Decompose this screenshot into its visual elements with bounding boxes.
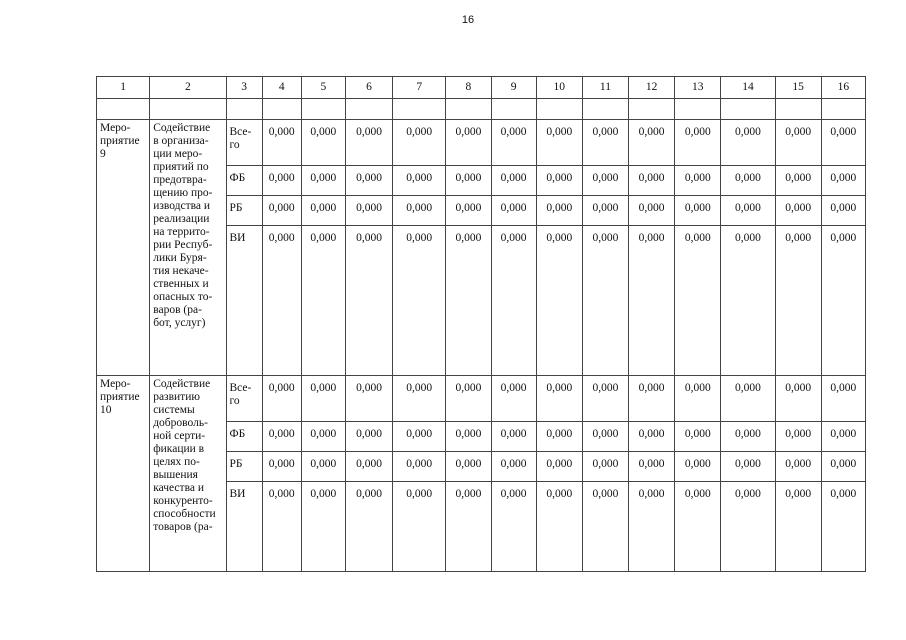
- table-row: [97, 120, 866, 166]
- text-line: ФБ: [229, 172, 246, 184]
- value-cell: 0,000: [345, 422, 392, 452]
- value-cell: 0,000: [775, 226, 821, 376]
- value-cell: 0,000: [491, 452, 536, 482]
- empty-cell: [491, 99, 536, 120]
- value-cell: 0,000: [262, 120, 301, 166]
- empty-cell: [582, 99, 628, 120]
- funding-source: [226, 422, 262, 452]
- empty-row: [97, 99, 866, 120]
- value-cell: 0,000: [629, 422, 675, 452]
- value-cell: 0,000: [821, 422, 865, 452]
- value-cell: 0,000: [393, 226, 446, 376]
- empty-cell: [97, 99, 150, 120]
- text-line: Содействие: [153, 378, 211, 390]
- activity-label: [97, 120, 150, 376]
- value-cell: 0,000: [345, 166, 392, 196]
- value-cell: 0,000: [491, 120, 536, 166]
- value-cell: 0,000: [582, 422, 628, 452]
- text-line: Содействие: [153, 122, 211, 134]
- value-cell: 0,000: [721, 166, 775, 196]
- text-line: конкуренто-: [153, 495, 213, 507]
- value-cell: 0,000: [775, 196, 821, 226]
- value-cell: 0,000: [446, 226, 491, 376]
- value-cell: 0,000: [675, 196, 721, 226]
- column-number-header: 13: [675, 77, 721, 99]
- value-cell: 0,000: [536, 376, 582, 422]
- value-cell: 0,000: [629, 120, 675, 166]
- value-cell: 0,000: [536, 226, 582, 376]
- value-cell: 0,000: [262, 196, 301, 226]
- text-line: качества и: [153, 482, 204, 494]
- value-cell: 0,000: [262, 422, 301, 452]
- text-line: товаров (ра-: [153, 521, 213, 533]
- value-cell: 0,000: [393, 120, 446, 166]
- column-number-header: 2: [150, 77, 226, 99]
- value-cell: 0,000: [446, 452, 491, 482]
- value-cell: 0,000: [629, 482, 675, 572]
- column-number-header: 15: [775, 77, 821, 99]
- value-cell: 0,000: [301, 482, 345, 572]
- text-line: изводства и: [153, 200, 211, 212]
- text-line: реализации: [153, 213, 210, 225]
- value-cell: 0,000: [582, 120, 628, 166]
- text-line: приятие: [100, 391, 140, 403]
- value-cell: 0,000: [446, 422, 491, 452]
- value-cell: 0,000: [629, 452, 675, 482]
- value-cell: 0,000: [393, 196, 446, 226]
- text-line: го: [229, 139, 240, 151]
- value-cell: 0,000: [446, 376, 491, 422]
- text-line: Меро-: [100, 378, 131, 390]
- value-cell: 0,000: [629, 166, 675, 196]
- header-row: [97, 77, 866, 99]
- value-cell: 0,000: [821, 482, 865, 572]
- value-cell: 0,000: [536, 196, 582, 226]
- value-cell: 0,000: [775, 120, 821, 166]
- value-cell: 0,000: [393, 376, 446, 422]
- empty-cell: [262, 99, 301, 120]
- value-cell: 0,000: [629, 196, 675, 226]
- value-cell: 0,000: [721, 452, 775, 482]
- text-line: фикации в: [153, 443, 205, 455]
- column-number-header: 4: [262, 77, 301, 99]
- value-cell: 0,000: [393, 482, 446, 572]
- value-cell: 0,000: [582, 482, 628, 572]
- column-number-header: 8: [446, 77, 491, 99]
- column-number-header: 12: [629, 77, 675, 99]
- value-cell: 0,000: [262, 482, 301, 572]
- table-row: [97, 376, 866, 422]
- text-line: 9: [100, 148, 106, 160]
- value-cell: 0,000: [446, 196, 491, 226]
- value-cell: 0,000: [821, 196, 865, 226]
- value-cell: 0,000: [301, 120, 345, 166]
- text-line: целях по-: [153, 456, 200, 468]
- value-cell: 0,000: [491, 196, 536, 226]
- value-cell: 0,000: [446, 120, 491, 166]
- value-cell: 0,000: [582, 376, 628, 422]
- value-cell: 0,000: [491, 376, 536, 422]
- text-line: лики Буря-: [153, 252, 207, 264]
- value-cell: 0,000: [446, 482, 491, 572]
- activity-description: [150, 120, 226, 376]
- value-cell: 0,000: [536, 422, 582, 452]
- column-number-header: 9: [491, 77, 536, 99]
- value-cell: 0,000: [582, 452, 628, 482]
- value-cell: 0,000: [582, 166, 628, 196]
- value-cell: 0,000: [345, 452, 392, 482]
- value-cell: 0,000: [821, 452, 865, 482]
- column-number-header: 1: [97, 77, 150, 99]
- value-cell: 0,000: [262, 376, 301, 422]
- page-number: 16: [461, 14, 475, 26]
- value-cell: 0,000: [345, 226, 392, 376]
- funding-source: [226, 166, 262, 196]
- value-cell: 0,000: [629, 226, 675, 376]
- text-line: приятие: [100, 135, 140, 147]
- empty-cell: [536, 99, 582, 120]
- value-cell: 0,000: [721, 196, 775, 226]
- value-cell: 0,000: [536, 166, 582, 196]
- funding-source: [226, 482, 262, 572]
- column-number-header: 5: [301, 77, 345, 99]
- text-line: системы: [153, 404, 195, 416]
- value-cell: 0,000: [629, 376, 675, 422]
- value-cell: 0,000: [721, 226, 775, 376]
- text-line: ной серти-: [153, 430, 206, 442]
- value-cell: 0,000: [582, 226, 628, 376]
- funding-source: [226, 452, 262, 482]
- value-cell: 0,000: [675, 482, 721, 572]
- text-line: Меро-: [100, 122, 131, 134]
- text-line: варов (ра-: [153, 304, 202, 316]
- value-cell: 0,000: [491, 226, 536, 376]
- funding-source: [226, 376, 262, 422]
- value-cell: 0,000: [721, 376, 775, 422]
- value-cell: 0,000: [675, 166, 721, 196]
- value-cell: 0,000: [821, 376, 865, 422]
- text-line: бот, услуг): [153, 317, 206, 329]
- value-cell: 0,000: [446, 166, 491, 196]
- empty-cell: [345, 99, 392, 120]
- value-cell: 0,000: [536, 120, 582, 166]
- empty-cell: [446, 99, 491, 120]
- value-cell: 0,000: [721, 120, 775, 166]
- empty-cell: [775, 99, 821, 120]
- value-cell: 0,000: [262, 226, 301, 376]
- text-line: РБ: [229, 458, 243, 470]
- text-line: Все-: [229, 126, 252, 138]
- empty-cell: [629, 99, 675, 120]
- column-number-header: 11: [582, 77, 628, 99]
- value-cell: 0,000: [775, 482, 821, 572]
- text-line: рии Респуб-: [153, 239, 213, 251]
- funding-source: [226, 196, 262, 226]
- value-cell: 0,000: [582, 196, 628, 226]
- value-cell: 0,000: [491, 482, 536, 572]
- value-cell: 0,000: [775, 422, 821, 452]
- value-cell: 0,000: [301, 196, 345, 226]
- value-cell: 0,000: [536, 482, 582, 572]
- value-cell: 0,000: [821, 120, 865, 166]
- text-line: ВИ: [229, 488, 246, 500]
- empty-cell: [721, 99, 775, 120]
- text-line: ции меро-: [153, 148, 203, 160]
- value-cell: 0,000: [821, 226, 865, 376]
- value-cell: 0,000: [345, 482, 392, 572]
- text-line: вышения: [153, 469, 198, 481]
- text-line: го: [229, 395, 240, 407]
- value-cell: 0,000: [262, 452, 301, 482]
- activity-label: [97, 376, 150, 572]
- funding-source: [226, 226, 262, 376]
- text-line: ВИ: [229, 232, 246, 244]
- text-line: 10: [100, 404, 112, 416]
- value-cell: 0,000: [491, 422, 536, 452]
- value-cell: 0,000: [262, 166, 301, 196]
- text-line: РБ: [229, 202, 243, 214]
- value-cell: 0,000: [775, 376, 821, 422]
- value-cell: 0,000: [821, 166, 865, 196]
- budget-table: [96, 76, 866, 572]
- value-cell: 0,000: [675, 452, 721, 482]
- value-cell: 0,000: [675, 120, 721, 166]
- text-line: опасных то-: [153, 291, 213, 303]
- value-cell: 0,000: [301, 422, 345, 452]
- text-line: ственных и: [153, 278, 209, 290]
- value-cell: 0,000: [301, 226, 345, 376]
- column-number-header: 10: [536, 77, 582, 99]
- value-cell: 0,000: [775, 166, 821, 196]
- text-line: развитию: [153, 391, 200, 403]
- text-line: на террито-: [153, 226, 210, 238]
- value-cell: 0,000: [675, 226, 721, 376]
- value-cell: 0,000: [675, 376, 721, 422]
- value-cell: 0,000: [301, 376, 345, 422]
- column-number-header: 6: [345, 77, 392, 99]
- text-line: доброволь-: [153, 417, 208, 429]
- text-line: Все-: [229, 382, 252, 394]
- value-cell: 0,000: [721, 482, 775, 572]
- value-cell: 0,000: [345, 376, 392, 422]
- text-line: щению про-: [153, 187, 213, 199]
- text-line: способности: [153, 508, 216, 520]
- value-cell: 0,000: [301, 166, 345, 196]
- value-cell: 0,000: [491, 166, 536, 196]
- empty-cell: [150, 99, 226, 120]
- value-cell: 0,000: [301, 452, 345, 482]
- value-cell: 0,000: [393, 452, 446, 482]
- value-cell: 0,000: [775, 452, 821, 482]
- activity-description: [150, 376, 226, 572]
- column-number-header: 16: [821, 77, 865, 99]
- funding-source: [226, 120, 262, 166]
- value-cell: 0,000: [345, 120, 392, 166]
- text-line: предотвра-: [153, 174, 207, 186]
- text-line: в организа-: [153, 135, 209, 147]
- empty-cell: [393, 99, 446, 120]
- value-cell: 0,000: [721, 422, 775, 452]
- value-cell: 0,000: [393, 422, 446, 452]
- empty-cell: [301, 99, 345, 120]
- column-number-header: 3: [226, 77, 262, 99]
- text-line: ФБ: [229, 428, 246, 440]
- value-cell: 0,000: [536, 452, 582, 482]
- column-number-header: 14: [721, 77, 775, 99]
- text-line: тия некаче-: [153, 265, 209, 277]
- empty-cell: [226, 99, 262, 120]
- value-cell: 0,000: [345, 196, 392, 226]
- empty-cell: [675, 99, 721, 120]
- value-cell: 0,000: [393, 166, 446, 196]
- text-line: приятий по: [153, 161, 209, 173]
- column-number-header: 7: [393, 77, 446, 99]
- empty-cell: [821, 99, 865, 120]
- value-cell: 0,000: [675, 422, 721, 452]
